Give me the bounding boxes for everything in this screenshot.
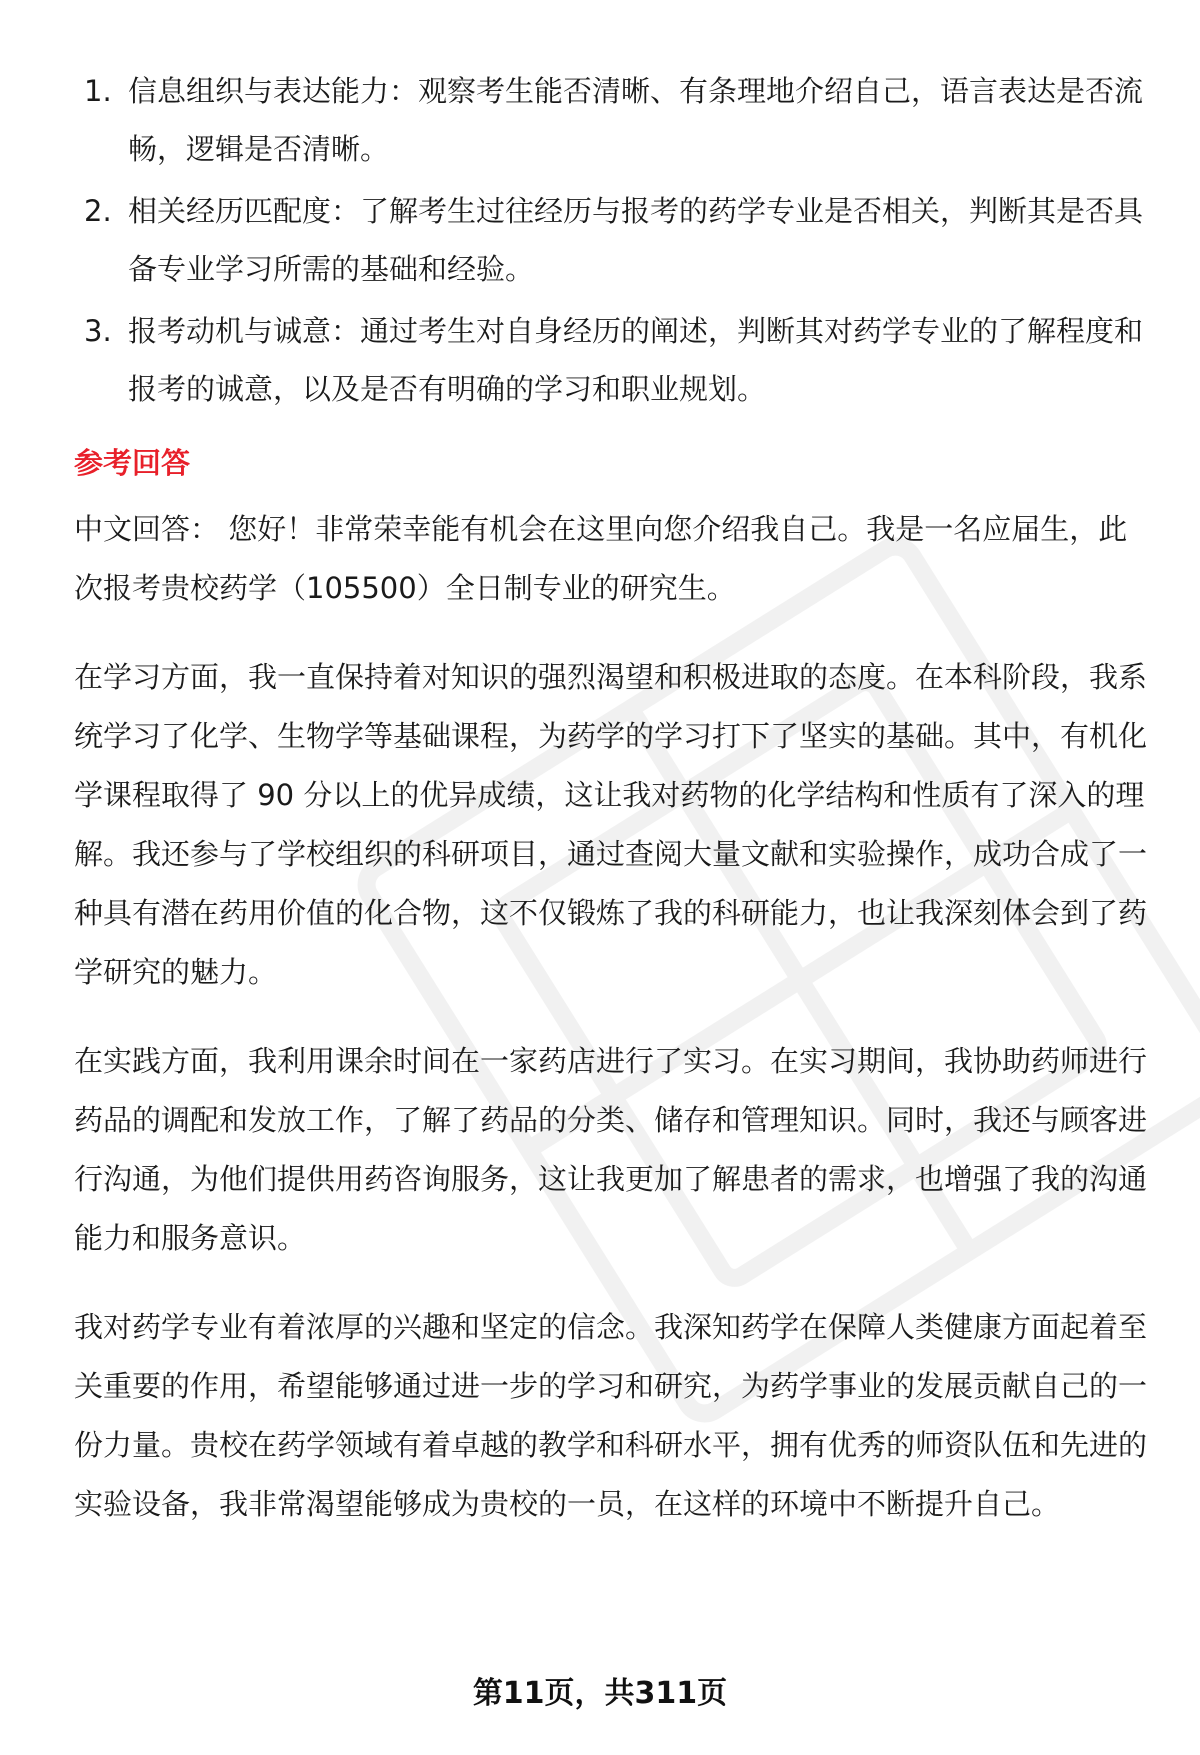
answer-paragraph: 在实践方面，我利用课余时间在一家药店进行了实习。在实习期间，我协助药师进行药品的调配和发放工作，了解了药品的分类、储存和管理知识。同时，我还与顾客进行沟通，为他们提供用药咨询服务，这让我更加了解患者的需求，也增强了我的沟通能力和服务意识。	[74, 1044, 1148, 1255]
criteria-text: 报考动机与诚意：通过考生对自身经历的阐述，判断其对药学专业的了解程度和报考的诚意，以及是否有明确的学习和职业规划。	[128, 314, 1144, 406]
answer-paragraph: 我对药学专业有着浓厚的兴趣和坚定的信念。我深知药学在保障人类健康方面起着至关重要的作用，希望能够通过进一步的学习和研究，为药学事业的发展贡献自己的一份力量。贵校在药学领域有着卓越的教学和科研水平，拥有优秀的师资队伍和先进的实验设备，我非常渴望能够成为贵校的一员，在这样的环境中不断提升自己。	[74, 1310, 1148, 1521]
evaluation-criteria-list	[74, 62, 1154, 418]
reference-answer-heading: 参考回答	[74, 446, 191, 480]
criteria-item	[74, 182, 1154, 298]
criteria-item	[74, 302, 1154, 418]
document-content	[74, 62, 1154, 1564]
criteria-text: 相关经历匹配度：了解考生过往经历与报考的药学专业是否相关，判断其是否具备专业学习所需的基础和经验。	[128, 194, 1144, 286]
criteria-item	[74, 62, 1154, 178]
list-number: 3.	[84, 314, 112, 348]
answer-paragraph: 中文回答： 您好！非常荣幸能有机会在这里向您介绍我自己。我是一名应届生，此次报考贵校药学（105500）全日制专业的研究生。	[74, 512, 1128, 605]
list-number: 2.	[84, 194, 112, 228]
answer-paragraph: 在学习方面，我一直保持着对知识的强烈渴望和积极进取的态度。在本科阶段，我系统学习了化学、生物学等基础课程，为药学的学习打下了坚实的基础。其中，有机化学课程取得了 90 分以上的优异成绩，这让我对药物的化学结构和性质有了深入的理解。我还参与了学校组织的科研项目，通过查阅大量文献和实验操作，成功合成了一种具有潜在药用价值的化合物，这不仅锻炼了我的科研能力，也让我深刻体会到了药学研究的魅力。	[74, 660, 1148, 989]
list-number: 1.	[84, 74, 112, 108]
page-number-footer: 第11页，共311页	[472, 1676, 728, 1711]
criteria-text: 信息组织与表达能力：观察考生能否清晰、有条理地介绍自己，语言表达是否流畅，逻辑是否清晰。	[128, 74, 1144, 166]
